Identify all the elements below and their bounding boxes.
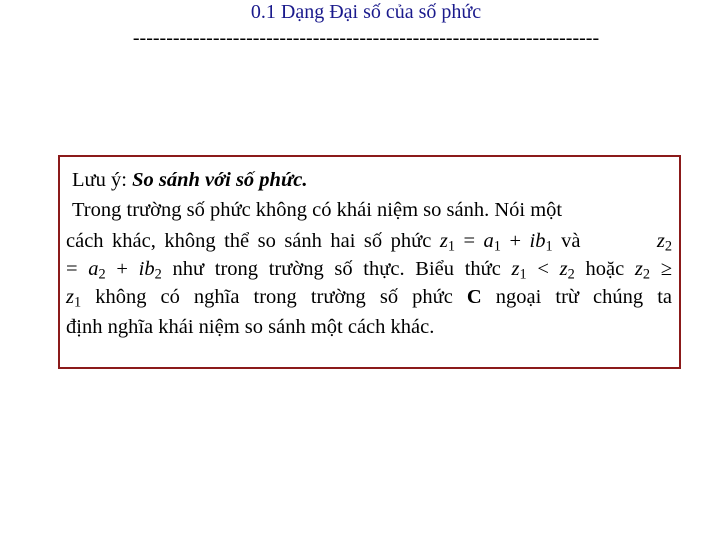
note-heading <box>72 167 307 193</box>
note-line-4: $z_1$ không có nghĩa trong trường số phức C ngoại trừ chúng ta <box>66 286 672 311</box>
note-topic: So sánh với số phức. <box>132 169 308 191</box>
note-line-1: Trong trường số phức không có khái niệm so sánh. Nói một <box>72 199 563 221</box>
note-line-5: định nghĩa khái niệm so sánh một cách khác. <box>66 316 435 338</box>
note-label: Lưu ý: <box>72 169 127 191</box>
note-line-3: = $a_2 + ib_2$ như trong trường số thực. Biểu thức $z_1 < z_2$ hoặc $z_2$ ≥ <box>66 258 673 283</box>
title-separator: ---------------------------------------------------------------------- <box>132 27 600 49</box>
note-line-2: cách khác, không thể so sánh hai số phức $z_1 = a_1 + ib_1$ và $z_2$ <box>66 230 673 255</box>
slide-title: 0.1 Dạng Đại số của số phức <box>250 1 482 23</box>
